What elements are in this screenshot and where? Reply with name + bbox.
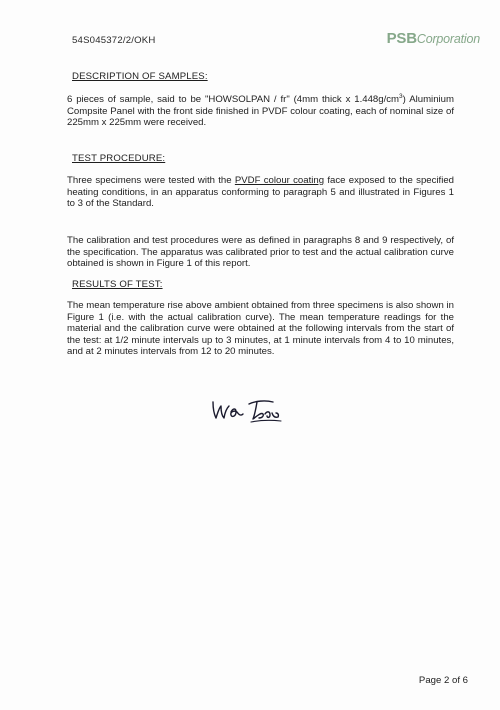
logo-psb: PSB <box>386 30 417 47</box>
procedure-paragraph-2: The calibration and test procedures were as defined in paragraphs 8 and 9 respectively, of the specification. The apparatus was calibrated prior to test and the actual calibration curve obtained is shown in Figure 1 of this report. <box>67 235 454 270</box>
results-paragraph: The mean temperature rise above ambient obtained from three specimens is also shown in Figure 1 (i.e. with the actual calibration curve). The mean temperature readings for the material and the calibration curve were obtained at the following intervals from the start of the test: at 1/2 minute intervals up to 3 minutes, at 1 minute intervals from 4 to 10 minutes, and at 2 minutes intervals from 12 to 20 minutes. <box>67 300 454 358</box>
procedure-p1-underlined: PVDF colour coating <box>234 175 325 186</box>
procedure-paragraph-1 <box>67 175 454 210</box>
description-paragraph <box>67 94 454 129</box>
logo-corporation: Corporation <box>416 32 480 46</box>
description-text-a: 6 pieces of sample, said to be "HOWSOLPAN / fr" (4mm thick x 1.448g/cm <box>67 94 400 105</box>
procedure-p1-a: Three specimens were tested with the <box>67 175 235 186</box>
description-text-b: ) Aluminium Compsite Panel with the front side finished in PVDF colour coating, each of nominal size of 225mm x 225mm were received. <box>67 94 454 129</box>
handwritten-signature <box>207 388 287 428</box>
document-reference: 54S045372/2/OKH <box>72 35 156 46</box>
psb-corporation-logo <box>387 30 480 47</box>
description-heading: DESCRIPTION OF SAMPLES: <box>72 71 208 82</box>
procedure-heading: TEST PROCEDURE: <box>72 153 166 164</box>
results-heading: RESULTS OF TEST: <box>72 279 163 290</box>
description-superscript: 3 <box>399 92 403 100</box>
page-number: Page 2 of 6 <box>418 675 468 686</box>
procedure-p1-b: face exposed to the specified heating conditions, in an apparatus conforming to paragraph 5 and illustrated in Figures 1 to 3 of the Standard. <box>67 175 455 210</box>
